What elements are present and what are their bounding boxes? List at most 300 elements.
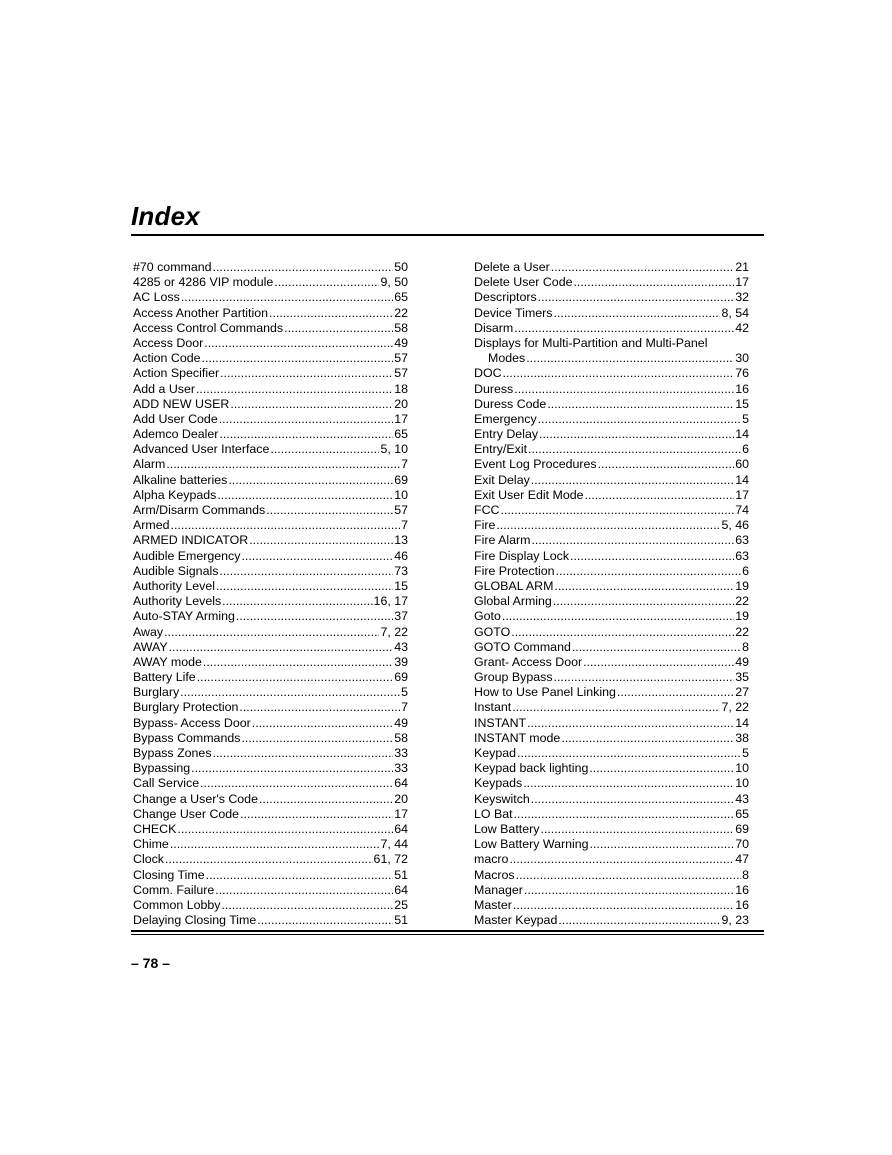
index-term: Master	[474, 897, 512, 912]
dot-leader	[181, 290, 393, 305]
index-term: Bypassing	[133, 761, 191, 776]
index-page-numbers: 15	[394, 578, 408, 593]
index-entry	[474, 868, 749, 883]
index-term: Event Log Procedures	[474, 457, 597, 472]
index-entry	[133, 746, 408, 761]
dot-leader	[527, 716, 734, 731]
index-entry	[133, 685, 408, 700]
index-page-numbers: 49	[394, 715, 408, 730]
index-page-numbers: 10	[735, 776, 749, 791]
index-term: Global Arming	[474, 594, 552, 609]
index-term: Alkaline batteries	[133, 472, 228, 487]
index-entry	[133, 518, 408, 533]
index-page-numbers: 5	[742, 746, 749, 760]
dot-leader	[554, 306, 721, 321]
index-page-numbers: 43	[735, 791, 749, 806]
dot-leader	[538, 290, 735, 305]
index-term: Displays for Multi-Partition and Multi-Panel	[474, 335, 708, 350]
dot-leader	[230, 397, 393, 412]
index-term: Change User Code	[133, 806, 240, 821]
index-entry	[474, 837, 749, 852]
index-entry	[474, 397, 749, 412]
dot-leader	[274, 275, 379, 290]
index-page-numbers: 21	[735, 260, 749, 274]
index-term: CHECK	[133, 821, 177, 836]
dot-leader	[270, 442, 379, 457]
index-page-numbers: 16	[735, 897, 749, 912]
index-page-numbers: 9, 50	[380, 275, 408, 290]
dot-leader	[221, 898, 393, 913]
dot-leader	[191, 761, 393, 776]
index-page-numbers: 17	[394, 411, 408, 426]
index-term: Emergency	[474, 411, 537, 426]
dot-leader	[257, 913, 393, 928]
dot-leader	[228, 473, 393, 488]
index-term: Fire	[474, 518, 496, 533]
dot-leader	[170, 837, 380, 852]
index-entry	[474, 290, 749, 305]
index-page-numbers: 46	[394, 548, 408, 563]
index-entry	[133, 473, 408, 488]
index-entry	[474, 564, 749, 579]
dot-leader	[556, 564, 742, 579]
index-page-numbers: 64	[394, 821, 408, 836]
index-page-numbers: 60	[735, 457, 749, 472]
index-entry	[474, 549, 749, 564]
index-entry	[133, 351, 408, 366]
dot-leader	[171, 518, 401, 533]
index-term: Exit User Edit Mode	[474, 487, 584, 502]
index-term: Call Service	[133, 776, 200, 791]
dot-leader	[524, 883, 734, 898]
index-entry	[133, 731, 408, 746]
dot-leader	[169, 640, 394, 655]
dot-leader	[236, 609, 393, 624]
index-entry	[474, 503, 749, 518]
index-entry	[133, 655, 408, 670]
index-entry	[133, 503, 408, 518]
index-term: Alarm	[133, 457, 166, 472]
index-page-numbers: 19	[735, 609, 749, 624]
index-term: #70 command	[133, 260, 212, 274]
dot-leader	[219, 564, 393, 579]
index-page-numbers: 13	[394, 533, 408, 548]
index-page-numbers: 8	[742, 867, 749, 882]
index-page-numbers: 18	[394, 381, 408, 396]
index-entry	[133, 564, 408, 579]
dot-leader	[531, 473, 734, 488]
index-page-numbers: 10	[735, 761, 749, 776]
index-entry	[133, 321, 408, 336]
index-term: Authority Level	[133, 578, 215, 593]
index-page-numbers: 69	[735, 821, 749, 836]
index-term: Auto-STAY Arming	[133, 609, 235, 624]
index-term: FCC	[474, 503, 500, 517]
index-entry	[474, 412, 749, 427]
index-term: Keyswitch	[474, 791, 530, 806]
index-entry	[133, 275, 408, 290]
index-term: Ademco Dealer	[133, 427, 219, 442]
index-page-numbers: 63	[735, 533, 749, 548]
index-column-left	[133, 260, 408, 928]
index-page-numbers: 57	[394, 503, 408, 517]
index-term: Fire Display Lock	[474, 548, 570, 563]
index-term: AWAY mode	[133, 654, 202, 669]
index-page-numbers: 51	[394, 913, 408, 928]
index-page-numbers: 51	[394, 867, 408, 882]
dot-leader	[222, 594, 372, 609]
dot-leader	[503, 366, 735, 381]
index-page-numbers: 5	[401, 685, 408, 700]
index-entry	[474, 351, 749, 366]
index-page-numbers: 64	[394, 882, 408, 897]
index-page-numbers: 35	[735, 670, 749, 685]
index-page-numbers: 7, 44	[380, 837, 408, 852]
index-term: Keypad back lighting	[474, 761, 589, 776]
index-term: Clock	[133, 852, 164, 867]
dot-leader	[180, 685, 400, 700]
index-entry	[474, 700, 749, 715]
index-page-numbers: 16	[735, 882, 749, 897]
index-page-numbers: 63	[735, 548, 749, 563]
index-entry	[133, 609, 408, 624]
index-entry	[133, 883, 408, 898]
index-page-numbers: 14	[735, 472, 749, 487]
dot-leader	[266, 503, 393, 518]
index-term: Authority Levels	[133, 594, 222, 609]
index-term: GLOBAL ARM	[474, 578, 554, 593]
index-term: Chime	[133, 837, 169, 852]
index-entry	[133, 336, 408, 351]
index-page-numbers: 7, 22	[721, 700, 749, 715]
index-entry	[133, 549, 408, 564]
index-entry	[133, 913, 408, 928]
dot-leader	[554, 670, 735, 685]
index-entry	[474, 336, 749, 351]
index-page-numbers: 6	[742, 563, 749, 578]
index-page-numbers: 27	[735, 685, 749, 700]
index-page-numbers: 65	[394, 290, 408, 305]
index-term: Bypass Commands	[133, 730, 241, 745]
index-term: Delaying Closing Time	[133, 913, 257, 928]
dot-leader	[539, 427, 734, 442]
index-term: Modes	[488, 351, 526, 366]
index-page-numbers: 17	[735, 275, 749, 290]
index-entry	[474, 366, 749, 381]
dot-leader	[165, 852, 373, 867]
index-term: Delete User Code	[474, 275, 573, 290]
dot-leader	[617, 685, 734, 700]
index-term: Fire Alarm	[474, 533, 531, 548]
index-page-numbers: 22	[735, 594, 749, 609]
dot-leader	[203, 655, 393, 670]
dot-leader	[509, 852, 734, 867]
index-entry	[133, 837, 408, 852]
dot-leader	[589, 761, 734, 776]
index-entry	[133, 640, 408, 655]
index-term: Audible Signals	[133, 563, 219, 578]
index-term: Group Bypass	[474, 670, 553, 685]
index-entry	[133, 898, 408, 913]
index-term: Duress	[474, 381, 514, 396]
index-page-numbers: 20	[394, 396, 408, 411]
dot-leader	[531, 533, 734, 548]
index-page-numbers: 22	[394, 305, 408, 320]
dot-leader	[523, 776, 734, 791]
index-page-numbers: 49	[394, 335, 408, 350]
index-entry	[474, 609, 749, 624]
index-entry	[474, 260, 749, 275]
index-entry	[474, 746, 749, 761]
dot-leader	[215, 883, 393, 898]
dot-leader	[164, 625, 379, 640]
index-entry	[133, 792, 408, 807]
dot-leader	[204, 336, 393, 351]
index-page-numbers: 47	[735, 852, 749, 867]
index-entry	[474, 457, 749, 472]
dot-leader	[202, 351, 394, 366]
index-page-numbers: 37	[394, 609, 408, 624]
index-term: Burglary	[133, 685, 180, 700]
index-page-numbers: 38	[735, 730, 749, 745]
index-term: Macros	[474, 867, 515, 882]
index-term: Keypad	[474, 746, 517, 760]
index-page-numbers: 5, 46	[721, 518, 749, 533]
index-term: Add a User	[133, 381, 195, 396]
index-entry	[133, 366, 408, 381]
index-entry	[474, 913, 749, 928]
dot-leader	[502, 609, 734, 624]
dot-leader	[219, 412, 393, 427]
index-term: How to Use Panel Linking	[474, 685, 616, 700]
index-entry	[474, 579, 749, 594]
index-entry	[133, 852, 408, 867]
index-entry	[474, 852, 749, 867]
index-page-numbers: 32	[735, 290, 749, 305]
dot-leader	[516, 868, 741, 883]
index-page-numbers: 30	[735, 351, 749, 366]
index-page-numbers: 58	[394, 730, 408, 745]
index-term: GOTO Command	[474, 639, 571, 654]
dot-leader	[514, 382, 734, 397]
index-page-numbers: 65	[394, 427, 408, 442]
index-entry	[474, 625, 749, 640]
index-page-numbers: 7	[401, 518, 408, 533]
dot-leader	[200, 776, 393, 791]
index-entry	[474, 488, 749, 503]
index-term: Master Keypad	[474, 913, 558, 928]
dot-leader	[220, 366, 393, 381]
index-entry	[474, 716, 749, 731]
index-page-numbers: 7	[401, 700, 408, 715]
index-entry	[133, 868, 408, 883]
index-term: Change a User's Code	[133, 791, 258, 806]
index-term: Descriptors	[474, 290, 537, 305]
index-entry	[133, 382, 408, 397]
index-term: 4285 or 4286 VIP module	[133, 275, 274, 290]
dot-leader	[554, 579, 734, 594]
index-page-numbers: 15	[735, 396, 749, 411]
index-entry	[133, 260, 408, 275]
index-entry	[133, 822, 408, 837]
dot-leader	[514, 321, 734, 336]
index-term: ADD NEW USER	[133, 396, 230, 411]
index-page-numbers: 5	[742, 411, 749, 426]
index-page-numbers: 33	[394, 746, 408, 760]
index-entry	[474, 822, 749, 837]
page-number: – 78 –	[131, 955, 170, 971]
index-term: Delete a User	[474, 260, 550, 274]
index-page-numbers: 74	[735, 503, 749, 517]
index-entry	[474, 898, 749, 913]
index-entry	[133, 594, 408, 609]
index-entry	[474, 776, 749, 791]
index-page-numbers: 43	[394, 639, 408, 654]
index-term: LO Bat	[474, 806, 513, 821]
index-entry	[133, 579, 408, 594]
index-term: Instant	[474, 700, 512, 715]
index-term: Low Battery Warning	[474, 837, 589, 852]
index-page-numbers: 73	[394, 563, 408, 578]
index-entry	[474, 382, 749, 397]
index-entry	[133, 533, 408, 548]
index-page-numbers: 22	[735, 624, 749, 639]
dot-leader	[177, 822, 393, 837]
index-term: Action Specifier	[133, 366, 220, 381]
dot-leader	[166, 457, 400, 472]
dot-leader	[528, 442, 741, 457]
index-page-numbers: 69	[394, 670, 408, 685]
index-term: Goto	[474, 609, 501, 624]
index-term: Common Lobby	[133, 897, 221, 912]
index-entry	[474, 306, 749, 321]
index-term: Duress Code	[474, 396, 547, 411]
index-entry	[133, 290, 408, 305]
dot-leader	[590, 837, 735, 852]
index-term: Advanced User Interface	[133, 442, 270, 457]
index-page-numbers: 57	[394, 366, 408, 381]
page-title: Index	[131, 201, 200, 231]
index-page-numbers: 61, 72	[373, 852, 408, 867]
index-page-numbers: 70	[735, 837, 749, 852]
dot-leader	[241, 549, 393, 564]
index-term: GOTO	[474, 624, 511, 639]
dot-leader	[570, 549, 734, 564]
index-entry	[133, 306, 408, 321]
dot-leader	[572, 640, 741, 655]
dot-leader	[583, 655, 734, 670]
index-page-numbers: 10	[394, 487, 408, 502]
dot-leader	[517, 746, 741, 761]
index-term: Access Another Partition	[133, 305, 268, 320]
index-term: Bypass Zones	[133, 746, 212, 760]
index-page-numbers: 17	[394, 806, 408, 821]
index-term: INSTANT	[474, 715, 527, 730]
index-term: Disarm	[474, 320, 514, 335]
footer-divider	[131, 930, 764, 932]
index-page-numbers: 76	[735, 366, 749, 381]
index-term: Low Battery	[474, 821, 540, 836]
index-entry	[133, 397, 408, 412]
index-term: AWAY	[133, 639, 168, 654]
index-page-numbers: 25	[394, 897, 408, 912]
index-term: Alpha Keypads	[133, 487, 217, 502]
index-term: Add User Code	[133, 411, 218, 426]
index-entry	[133, 670, 408, 685]
index-page-numbers: 33	[394, 761, 408, 776]
index-entry	[133, 776, 408, 791]
footer-divider-thin	[131, 934, 764, 935]
dot-leader	[531, 792, 734, 807]
index-term: Armed	[133, 518, 170, 533]
index-term: Access Door	[133, 335, 204, 350]
index-entry	[474, 275, 749, 290]
index-page-numbers: 19	[735, 578, 749, 593]
index-page-numbers: 20	[394, 791, 408, 806]
index-entry	[133, 625, 408, 640]
dot-leader	[561, 731, 734, 746]
index-entry	[133, 427, 408, 442]
dot-leader	[206, 868, 394, 883]
index-entry	[474, 518, 749, 533]
index-entry	[474, 473, 749, 488]
index-term: Keypads	[474, 776, 523, 791]
index-page-numbers: 58	[394, 320, 408, 335]
dot-leader	[526, 351, 734, 366]
index-page-numbers: 16	[735, 381, 749, 396]
index-term: Away	[133, 624, 164, 639]
index-page-numbers: 16, 17	[373, 594, 408, 609]
title-divider	[131, 234, 764, 236]
index-page-numbers: 64	[394, 776, 408, 791]
dot-leader	[585, 488, 735, 503]
index-term: Grant- Access Door	[474, 654, 583, 669]
dot-leader	[598, 457, 735, 472]
index-term: Battery Life	[133, 670, 196, 685]
index-entry	[133, 412, 408, 427]
index-entry	[474, 594, 749, 609]
index-entry	[474, 792, 749, 807]
index-page-numbers: 7, 22	[380, 624, 408, 639]
dot-leader	[514, 807, 735, 822]
dot-leader	[500, 503, 734, 518]
dot-leader	[213, 260, 394, 275]
index-term: Device Timers	[474, 305, 553, 320]
index-entry	[474, 640, 749, 655]
index-entry	[133, 700, 408, 715]
index-page-numbers: 57	[394, 351, 408, 366]
index-page-numbers: 42	[735, 320, 749, 335]
index-entry	[474, 685, 749, 700]
dot-leader	[573, 275, 734, 290]
index-term: Burglary Protection	[133, 700, 239, 715]
index-page-numbers: 8	[742, 639, 749, 654]
index-term: DOC	[474, 366, 502, 381]
index-page-numbers: 39	[394, 654, 408, 669]
index-term: Entry Delay	[474, 427, 539, 442]
index-term: Access Control Commands	[133, 320, 284, 335]
dot-leader	[513, 898, 734, 913]
dot-leader	[213, 746, 394, 761]
index-term: Entry/Exit	[474, 442, 528, 457]
index-page-numbers: 69	[394, 472, 408, 487]
index-page-numbers: 6	[742, 442, 749, 457]
dot-leader	[216, 579, 393, 594]
index-term: Action Code	[133, 351, 201, 366]
index-page-numbers: 9, 23	[721, 913, 749, 928]
index-entry	[474, 670, 749, 685]
index-entry	[133, 488, 408, 503]
